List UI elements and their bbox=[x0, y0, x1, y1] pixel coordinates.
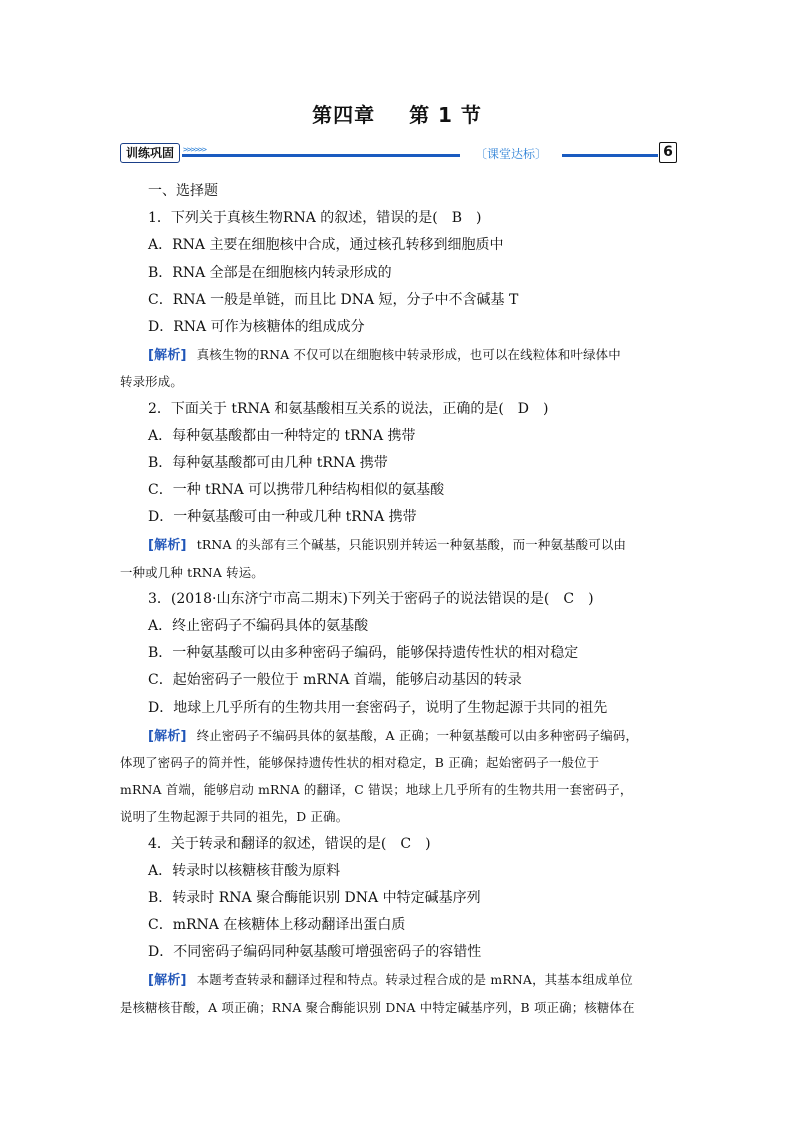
option-c: C．一种 tRNA 可以携带几种结构相似的氨基酸 bbox=[148, 482, 445, 499]
explanation-line: 一种或几种 tRNA 转运。 bbox=[120, 564, 264, 580]
option-a: A．转录时以核糖核苷酸为原料 bbox=[148, 862, 341, 879]
explanation-tag: [解析] bbox=[148, 728, 187, 744]
question-stem: 2．下面关于 tRNA 和氨基酸相互关系的说法，正确的是( D ) bbox=[148, 400, 549, 417]
option-d: D．不同密码子编码同种氨基酸可增强密码子的容错性 bbox=[148, 944, 482, 961]
chapter-label: 第四章 bbox=[312, 103, 376, 127]
question-3 bbox=[120, 586, 676, 831]
explanation-line: [解析] tRNA 的头部有三个碱基，只能识别并转运一种氨基酸，而一种氨基酸可以由 bbox=[148, 537, 627, 554]
section-banner bbox=[120, 140, 680, 166]
explanation-line: mRNA 首端，能够启动 mRNA 的翻译，C 错误；地球上几乎所有的生物共用一套密码子， bbox=[120, 782, 633, 798]
section-heading: 一、选择题 bbox=[148, 183, 218, 199]
explanation-tag: [解析] bbox=[148, 348, 187, 364]
banner-rule-left bbox=[182, 154, 460, 157]
section-label: 第 1 节 bbox=[409, 103, 482, 127]
option-c: C．mRNA 在核糖体上移动翻译出蛋白质 bbox=[148, 917, 406, 934]
option-c: C．RNA 一般是单链，而且比 DNA 短，分子中不含碱基 T bbox=[148, 291, 519, 308]
question-stem: 4．关于转录和翻译的叙述，错误的是( C ) bbox=[148, 835, 431, 852]
option-a: A．每种氨基酸都由一种特定的 tRNA 携带 bbox=[148, 427, 416, 444]
question-stem: 3．(2018·山东济宁市高二期末)下列关于密码子的说法错误的是( C ) bbox=[148, 590, 594, 607]
banner-rule-right bbox=[562, 154, 658, 157]
option-b: B．RNA 全部是在细胞核内转录形成的 bbox=[148, 264, 392, 281]
explanation-line: [解析] 终止密码子不编码具体的氨基酸，A 正确；一种氨基酸可以由多种密码子编码， bbox=[148, 727, 639, 744]
option-d: D．RNA 可作为核糖体的组成成分 bbox=[148, 318, 365, 335]
question-stem: 1．下列关于真核生物RNA 的叙述，错误的是( B ) bbox=[148, 210, 482, 227]
page-title bbox=[0, 99, 794, 128]
option-d: D．地球上几乎所有的生物共用一套密码子，说明了生物起源于共同的祖先 bbox=[148, 699, 608, 716]
banner-number-badge: 6 bbox=[659, 142, 677, 163]
option-b: B．每种氨基酸都可由几种 tRNA 携带 bbox=[148, 454, 388, 471]
explanation-line: 体现了密码子的简并性，能够保持遗传性状的相对稳定，B 正确；起始密码子一般位于 bbox=[120, 754, 600, 770]
option-a: A．终止密码子不编码具体的氨基酸 bbox=[148, 618, 369, 634]
question-2 bbox=[120, 396, 676, 586]
option-b: B．一种氨基酸可以由多种密码子编码，能够保持遗传性状的相对稳定 bbox=[148, 645, 579, 662]
option-d: D．一种氨基酸可由一种或几种 tRNA 携带 bbox=[148, 509, 417, 526]
banner-left-label: 训练巩固 bbox=[120, 143, 180, 163]
explanation-line: 转录形成。 bbox=[120, 374, 183, 390]
banner-center-label: 〔课堂达标〕 bbox=[474, 147, 547, 161]
question-4 bbox=[120, 831, 676, 1021]
explanation-line: [解析] 本题考查转录和翻译过程和特点。转录过程合成的是 mRNA，其基本组成单位 bbox=[148, 972, 633, 989]
option-c: C．起始密码子一般位于 mRNA 首端，能够启动基因的转录 bbox=[148, 672, 522, 689]
banner-arrows: >>>>>> bbox=[183, 145, 206, 154]
question-content bbox=[120, 178, 676, 1021]
explanation-line: [解析] 真核生物的RNA 不仅可以在细胞核中转录形成，也可以在线粒体和叶绿体中 bbox=[148, 347, 621, 364]
explanation-tag: [解析] bbox=[148, 973, 187, 989]
explanation-tag: [解析] bbox=[148, 538, 187, 554]
option-b: B．转录时 RNA 聚合酶能识别 DNA 中特定碱基序列 bbox=[148, 889, 481, 906]
question-1 bbox=[120, 205, 676, 395]
explanation-line: 是核糖核苷酸，A 项正确；RNA 聚合酶能识别 DNA 中特定碱基序列，B 项正确；核糖体在 bbox=[120, 999, 635, 1015]
explanation-line: 说明了生物起源于共同的祖先，D 正确。 bbox=[120, 809, 349, 825]
option-a: A．RNA 主要在细胞核中合成，通过核孔转移到细胞质中 bbox=[148, 237, 504, 254]
